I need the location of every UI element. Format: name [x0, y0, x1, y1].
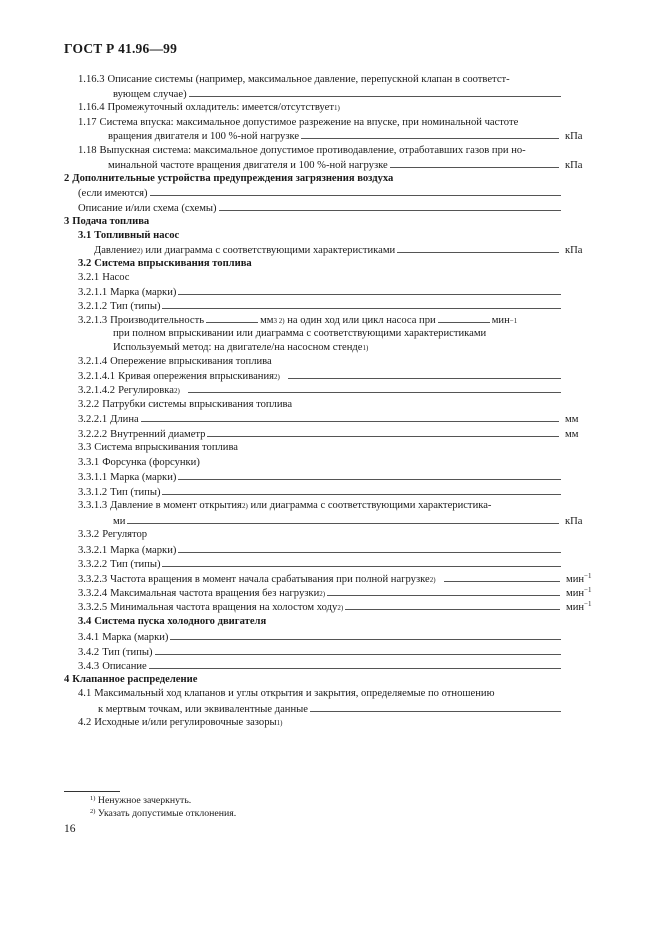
item-text-cont: минальной частоте вращения двигателя и 100 %-ной нагрузке	[108, 160, 388, 171]
item-text: Регулировка	[118, 385, 174, 396]
item-text: Тип (типы)	[110, 487, 161, 498]
item-number: 3.2.1.3	[78, 315, 108, 326]
item-text-cont: при полном впрыскивании или диаграмма с соответствующими характеристиками	[113, 328, 487, 339]
item-text: Марка (марки)	[102, 632, 169, 643]
section-3-heading	[64, 215, 149, 228]
item-number: 3.2.2.1	[78, 414, 108, 425]
item-text: Кривая опережения впрыскивания	[118, 371, 274, 382]
item-number: 3.2.1.4	[78, 356, 108, 367]
item-3-2-2-1	[78, 412, 591, 425]
item-text: (если имеются)	[78, 188, 148, 199]
section-number: 3	[64, 216, 70, 227]
item-number: 3.3.2.3	[78, 574, 108, 585]
item-text: Промежуточный охладитель: имеется/отсутствует	[107, 102, 334, 113]
item-number: 3.2.2.2	[78, 429, 108, 440]
fill-line	[206, 313, 258, 323]
item-1-16-3-cont	[113, 87, 564, 100]
item-number: 3.2.1.4.2	[78, 385, 116, 396]
item-number: 3.4.1	[78, 632, 100, 643]
item-text: Насос	[102, 272, 130, 283]
fill-line	[141, 412, 559, 422]
item-text: Описание и/или схема (схемы)	[78, 203, 217, 214]
item-text: Марка (марки)	[110, 472, 177, 483]
item-3-3-1-2	[78, 485, 564, 498]
item-number: 3.3.2.4	[78, 588, 108, 599]
item-number: 3.3.2.1	[78, 545, 108, 556]
item-number: 3.2.1.1	[78, 287, 108, 298]
item-number: 3.1	[78, 230, 92, 241]
item-3-3-2-3: 3.3.2.3 Частота вращения в момент начала срабатывания при полной нагрузке 2) мин$^{-1}$	[78, 572, 600, 585]
fill-line	[178, 470, 561, 480]
unit-sup: −1	[584, 572, 592, 580]
item-text: Форсунка (форсунки)	[102, 457, 200, 468]
item-text: Максимальный ход клапанов и углы открытия и закрытия, определяемые по отношению	[94, 688, 495, 699]
unit-label: мм	[565, 414, 579, 425]
item-3-2-2	[78, 398, 292, 411]
item-text: Максимальная частота вращения без нагрузки	[110, 588, 320, 599]
unit-label: кПа	[565, 160, 583, 171]
item-3-3-2-2	[78, 557, 564, 570]
item-text: Производительность	[110, 315, 205, 326]
fill-line	[150, 186, 561, 196]
item-number: 4.1	[78, 688, 92, 699]
section-number: 4	[64, 674, 70, 685]
unit-label: мин$^{-1}$	[566, 572, 592, 585]
unit-label: кПа	[565, 245, 583, 256]
footnote-divider	[64, 791, 120, 792]
item-2-line2	[78, 186, 564, 199]
unit-label: кПа	[565, 131, 583, 142]
item-1-17-cont	[108, 129, 591, 142]
item-number: 3.2.2	[78, 399, 100, 410]
item-3-3-1-3: 3.3.1.3 Давление в момент открытия 2) или диаграмма с соответствующими характеристика-	[78, 500, 492, 511]
item-text: Длина	[110, 414, 139, 425]
item-text: или диаграмма с соответствующими характеристиками	[145, 245, 396, 256]
item-number: 3.3.2.5	[78, 602, 108, 613]
item-3-2-1	[78, 271, 130, 284]
section-number: 2	[64, 173, 70, 184]
item-text: Исходные и/или регулировочные зазоры	[94, 717, 277, 728]
item-text: Тип (типы)	[110, 301, 161, 312]
item-3-3-1-3-cont	[113, 514, 591, 527]
item-3-3-2	[78, 528, 147, 541]
item-2-line3	[78, 201, 564, 214]
item-number: 1.18	[78, 145, 97, 156]
item-number: 3.4.2	[78, 647, 100, 658]
item-text: Марка (марки)	[110, 287, 177, 298]
item-text: Система впуска: максимальное допустимое разрежение на впуске, при номинальной частоте	[99, 117, 519, 128]
fill-line	[438, 313, 490, 323]
item-text-cont: к мертвым точкам, или эквивалентные данные	[98, 704, 308, 715]
unit-label: мм	[565, 429, 579, 440]
section-title: Подача топлива	[72, 216, 150, 227]
fill-line	[188, 383, 561, 393]
item-text: Выпускная система: максимальное допустимое противодавление, отработавших газов при но-	[99, 145, 526, 156]
unit-sup: −1	[584, 586, 592, 594]
item-3-1-heading	[78, 229, 179, 242]
fill-line	[397, 243, 559, 253]
item-text: на один ход или цикл насоса при	[287, 315, 436, 326]
item-3-3-2-1	[78, 543, 564, 556]
item-3-2-2-2	[78, 427, 591, 440]
item-number: 1.17	[78, 117, 97, 128]
item-text: Тип (типы)	[110, 559, 161, 570]
unit-label: мин$^{-1}$	[566, 600, 592, 613]
item-1-18-cont	[108, 158, 591, 171]
item-number: 3.2.1.4.1	[78, 371, 116, 382]
item-3-4-heading	[78, 615, 266, 628]
item-text: Патрубки системы впрыскивания топлива	[102, 399, 293, 410]
item-4-2: 4.2 Исходные и/или регулировочные зазоры 1)	[78, 717, 283, 728]
fill-line	[162, 485, 561, 495]
item-text-cont: Используемый метод: на двигателе/на насосном стенде	[113, 342, 363, 353]
fill-line	[170, 630, 561, 640]
item-text: Минимальная частота вращения на холостом ходу	[110, 602, 338, 613]
item-1-17	[78, 116, 518, 129]
item-number: 3.3.2	[78, 529, 100, 540]
unit-label: мм	[260, 315, 274, 326]
unit-label: мин	[491, 315, 510, 326]
item-text: Давление в момент открытия	[110, 500, 242, 511]
item-number: 1.16.3	[78, 74, 105, 85]
item-text: Тип (типы)	[102, 647, 153, 658]
fill-line	[127, 514, 559, 524]
item-number: 3.3	[78, 442, 92, 453]
item-3-4-1	[78, 630, 564, 643]
item-4-1	[78, 687, 495, 700]
fill-line	[345, 600, 560, 610]
item-text: Внутренний диаметр	[110, 429, 206, 440]
item-number: 1.16.4	[78, 102, 105, 113]
item-number: 3.4.3	[78, 661, 100, 672]
fill-line	[149, 659, 561, 669]
item-number: 3.4	[78, 616, 92, 627]
section-4-heading	[64, 673, 197, 686]
item-text: Описание	[102, 661, 147, 672]
item-3-1-pressure: Давление 2) или диаграмма с соответствующими характеристиками кПа	[94, 243, 591, 256]
item-text: Описание системы (например, максимальное давление, перепускной клапан в соответст-	[107, 74, 510, 85]
item-3-2-1-4-1: 3.2.1.4.1 Кривая опережения впрыскивания 2)	[78, 369, 564, 382]
item-3-2-1-4	[78, 355, 272, 368]
item-3-2-1-3: 3.2.1.3 Производительность мм 3 2) на один ход или цикл насоса при мин −1	[78, 315, 518, 326]
item-4-1-cont	[98, 702, 564, 715]
fill-line	[162, 557, 561, 567]
item-title: Система впрыскивания топлива	[94, 258, 252, 269]
item-text-cont: ми	[113, 516, 126, 527]
footnote-mark: 1)	[90, 795, 96, 802]
item-number: 3.3.1	[78, 457, 100, 468]
item-text-cont: вующем случае)	[113, 89, 187, 100]
item-3-2-heading	[78, 257, 252, 270]
footnote-text: Указать допустимые отклонения.	[97, 808, 237, 819]
item-3-3-2-5: 3.3.2.5 Минимальная частота вращения на холостом ходу 2) мин$^{-1}$	[78, 600, 600, 613]
item-3-4-3	[78, 659, 564, 672]
item-number: 3.2.1	[78, 272, 100, 283]
fill-line	[178, 285, 561, 295]
item-3-2-1-3-cont2: Используемый метод: на двигателе/на насосном стенде 1)	[113, 342, 369, 353]
footnote-text: Ненужное зачеркнуть.	[97, 795, 192, 806]
document-code: ГОСТ Р 41.96—99	[64, 41, 178, 56]
item-title: Система пуска холодного двигателя	[94, 616, 267, 627]
fill-line	[219, 201, 561, 211]
fill-line	[310, 702, 561, 712]
item-3-3-1-1	[78, 470, 564, 483]
page-number: 16	[64, 823, 76, 835]
item-text: Марка (марки)	[110, 545, 177, 556]
item-number: 3.3.1.3	[78, 500, 108, 511]
fill-line	[178, 543, 561, 553]
item-3-2-1-1	[78, 285, 564, 298]
item-number: 3.2.1.2	[78, 301, 108, 312]
fill-line	[327, 586, 560, 596]
item-number: 4.2	[78, 717, 92, 728]
item-1-16-4: 1.16.4 Промежуточный охладитель: имеется/отсутствует 1)	[78, 102, 340, 113]
item-text: Опережение впрыскивания топлива	[110, 356, 272, 367]
item-3-3-1	[78, 456, 200, 469]
fill-line	[301, 129, 559, 139]
fill-line	[444, 572, 560, 582]
section-title: Дополнительные устройства предупреждения загрязнения воздуха	[72, 173, 394, 184]
item-number: 3.3.1.1	[78, 472, 108, 483]
item-number: 3.3.2.2	[78, 559, 108, 570]
item-1-18	[78, 144, 526, 157]
fill-line	[390, 158, 559, 168]
item-3-2-1-3-cont1	[113, 327, 486, 340]
fill-line	[189, 87, 561, 97]
item-text: или диаграмма с соответствующими характеристика-	[250, 500, 492, 511]
item-number: 3.3.1.2	[78, 487, 108, 498]
item-3-4-2	[78, 645, 564, 658]
footnote-2	[90, 808, 236, 820]
fill-line	[155, 645, 561, 655]
unit-label: мин$^{-1}$	[566, 586, 592, 599]
fill-line	[207, 427, 559, 437]
item-title: Топливный насос	[94, 230, 180, 241]
item-3-3	[78, 441, 238, 454]
item-3-2-1-4-2: 3.2.1.4.2 Регулировка 2)	[78, 383, 564, 396]
section-2-heading	[64, 172, 393, 185]
item-3-3-2-4: 3.3.2.4 Максимальная частота вращения без нагрузки 2) мин$^{-1}$	[78, 586, 600, 599]
item-text: Регулятор	[102, 529, 148, 540]
item-text-cont: вращения двигателя и 100 %-ной нагрузке	[108, 131, 300, 142]
fill-line	[288, 369, 561, 379]
item-3-2-1-2	[78, 299, 564, 312]
item-1-16-3	[78, 73, 510, 86]
unit-sup: −1	[584, 600, 592, 608]
item-text: Давление	[94, 245, 137, 256]
fill-line	[162, 299, 561, 309]
item-text: Система впрыскивания топлива	[94, 442, 239, 453]
unit-label: кПа	[565, 516, 583, 527]
section-title: Клапанное распределение	[72, 674, 198, 685]
item-number: 3.2	[78, 258, 92, 269]
footnote-mark: 2)	[90, 808, 96, 815]
footnote-1	[90, 795, 191, 807]
item-text: Частота вращения в момент начала срабатывания при полной нагрузке	[110, 574, 430, 585]
